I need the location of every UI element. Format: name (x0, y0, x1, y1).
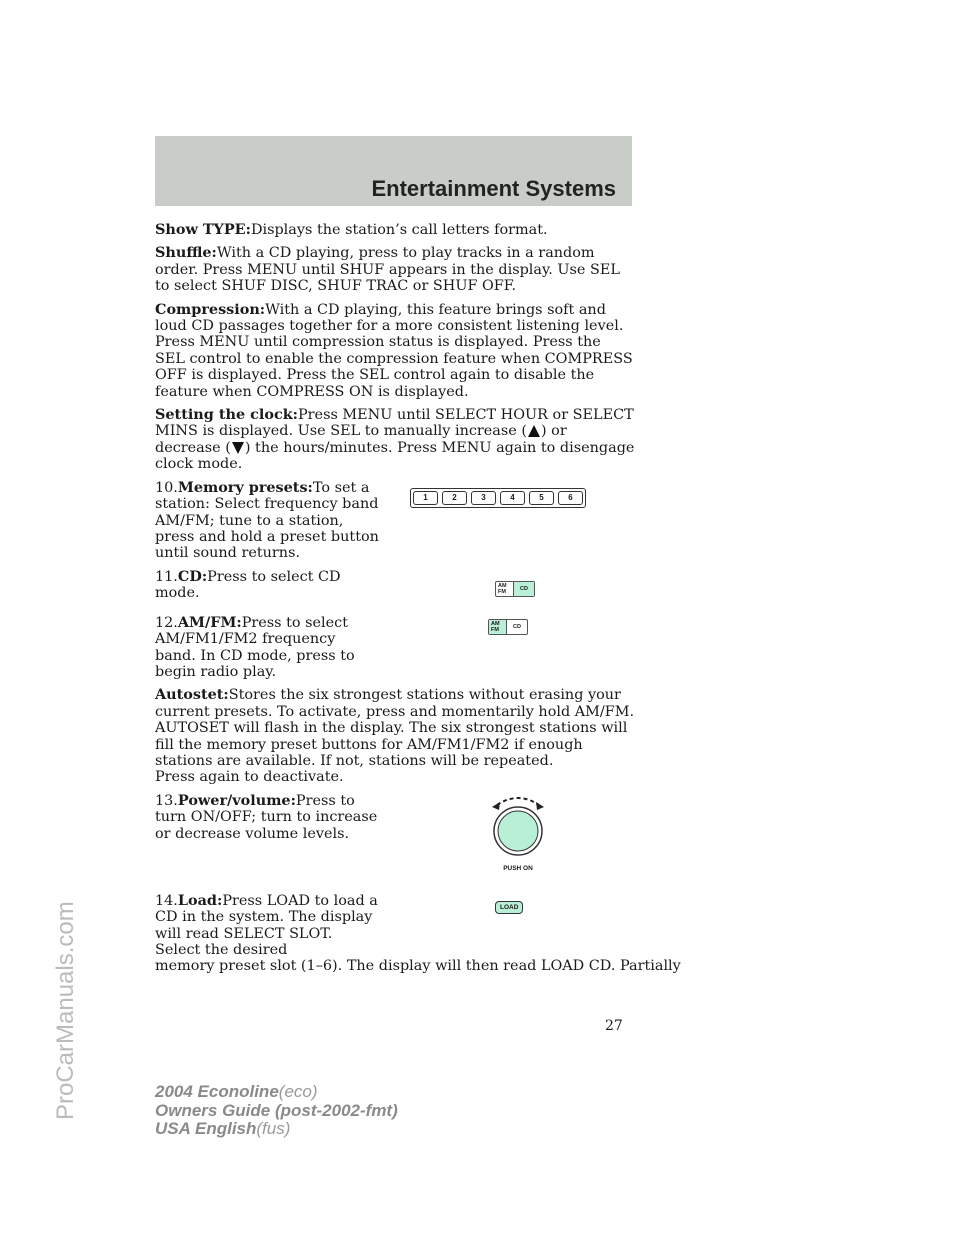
memory-presets-item: 10.Memory presets:To set a station: Select frequency band AM/FM; tune to a station, press and hold a preset button until sound returns. 1 2 3 4 5 6 (155, 480, 635, 562)
cd-button-figure: AM FM CD (495, 581, 535, 597)
arrow-down-icon (232, 442, 244, 454)
shuffle-paragraph: Shuffle:With a CD playing, press to play tracks in a random order. Press MENU until SHUF appears in the display. Use SEL to select SHUF DISC, SHUF TRAC or SHUF OFF. (155, 244, 620, 295)
document-footer: 2004 Econoline(eco) Owners Guide (post-2002-fmt) USA English(fus) (155, 1082, 398, 1138)
load-button-figure: LOAD (495, 897, 523, 916)
power-knob-figure: PUSH ON (483, 793, 553, 878)
section-title: Entertainment Systems (371, 176, 616, 201)
watermark: ProCarManuals.com (52, 901, 79, 1120)
load-item: 14.Load:Press LOAD to load a CD in the system. The display will read SELECT SLOT. Select the desired LOAD (155, 893, 635, 959)
page-content (155, 221, 681, 982)
preset-button: 6 (558, 491, 583, 505)
cd-item: 11.CD:Press to select CD mode. AM FM CD (155, 569, 635, 615)
power-volume-item: 13.Power/volume:Press to turn ON/OFF; turn to increase or decrease volume levels. PUSH ON (155, 793, 635, 893)
preset-button: 5 (529, 491, 554, 505)
preset-buttons-figure (410, 488, 586, 508)
clock-paragraph: Setting the clock:Press MENU until SELECT HOUR or SELECT MINS is displayed. Use SEL to manually increase ( ) or decrease ( ) the hours/minutes. Press MENU again to disengage clock mode. (155, 406, 635, 473)
preset-button: 3 (471, 491, 496, 505)
page-number: 27 (605, 1018, 623, 1034)
autoset-paragraph: Autostet:Stores the six strongest stations without erasing your current presets. To activate, press and momentarily hold AM/FM. AUTOSET will flash in the display. The six strongest stations will fill the memory preset buttons for AM/FM1/FM2 if enough stations are available. If not, stations will be repeated. Press again to deactivate. (155, 686, 635, 786)
preset-button: 2 (442, 491, 467, 505)
load-continued: memory preset slot (1–6). The display will then read LOAD CD. Partially (155, 958, 681, 975)
preset-button: 1 (413, 491, 438, 505)
amfm-button-figure: AM FM CD (488, 619, 528, 635)
show-type-paragraph: Show TYPE:Displays the station’s call letters format. (155, 221, 548, 238)
preset-button: 4 (500, 491, 525, 505)
amfm-item: 12.AM/FM:Press to select AM/FM1/FM2 frequency band. In CD mode, press to begin radio play. AM FM CD (155, 615, 635, 681)
volume-knob-icon (483, 793, 553, 857)
compression-paragraph: Compression:With a CD playing, this feature brings soft and loud CD passages together for a more consistent listening level. Press MENU until compression status is displayed. Press the SEL control to enable the compression feature when COMPRESS OFF is displayed. Press the SEL control again to disable the feature when COMPRESS ON is displayed. (155, 300, 633, 400)
section-header (155, 136, 632, 206)
arrow-up-icon (528, 425, 540, 437)
